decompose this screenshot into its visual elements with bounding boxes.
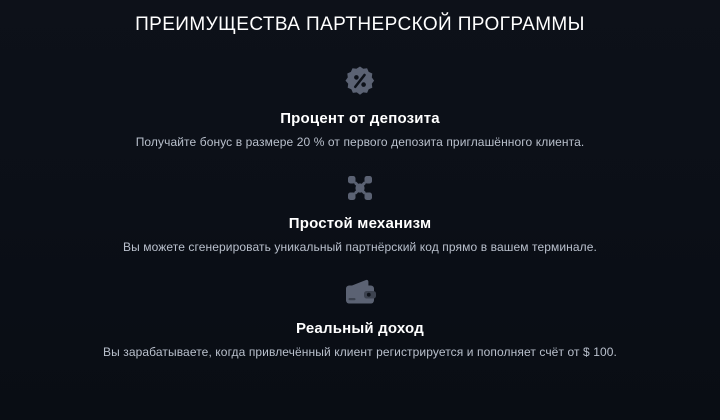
nodes-network-icon <box>339 167 381 209</box>
feature-item <box>0 272 720 359</box>
features-list <box>0 62 720 359</box>
feature-title: Реальный доход <box>296 320 424 337</box>
feature-description: Получайте бонус в размере 20 % от первого депозита приглашённого клиента. <box>135 135 585 149</box>
feature-item <box>0 167 720 254</box>
feature-title: Процент от депозита <box>280 110 440 127</box>
wallet-money-icon <box>339 272 381 314</box>
page-title: ПРЕИМУЩЕСТВА ПАРТНЕРСКОЙ ПРОГРАММЫ <box>135 14 585 35</box>
percent-badge-icon <box>339 62 381 104</box>
feature-item <box>0 62 720 149</box>
feature-description: Вы зарабатываете, когда привлечённый клиент регистрируется и пополняет счёт от $ 100. <box>103 345 617 359</box>
feature-description: Вы можете сгенерировать уникальный партнёрский код прямо в вашем терминале. <box>123 240 597 254</box>
feature-title: Простой механизм <box>288 215 432 232</box>
